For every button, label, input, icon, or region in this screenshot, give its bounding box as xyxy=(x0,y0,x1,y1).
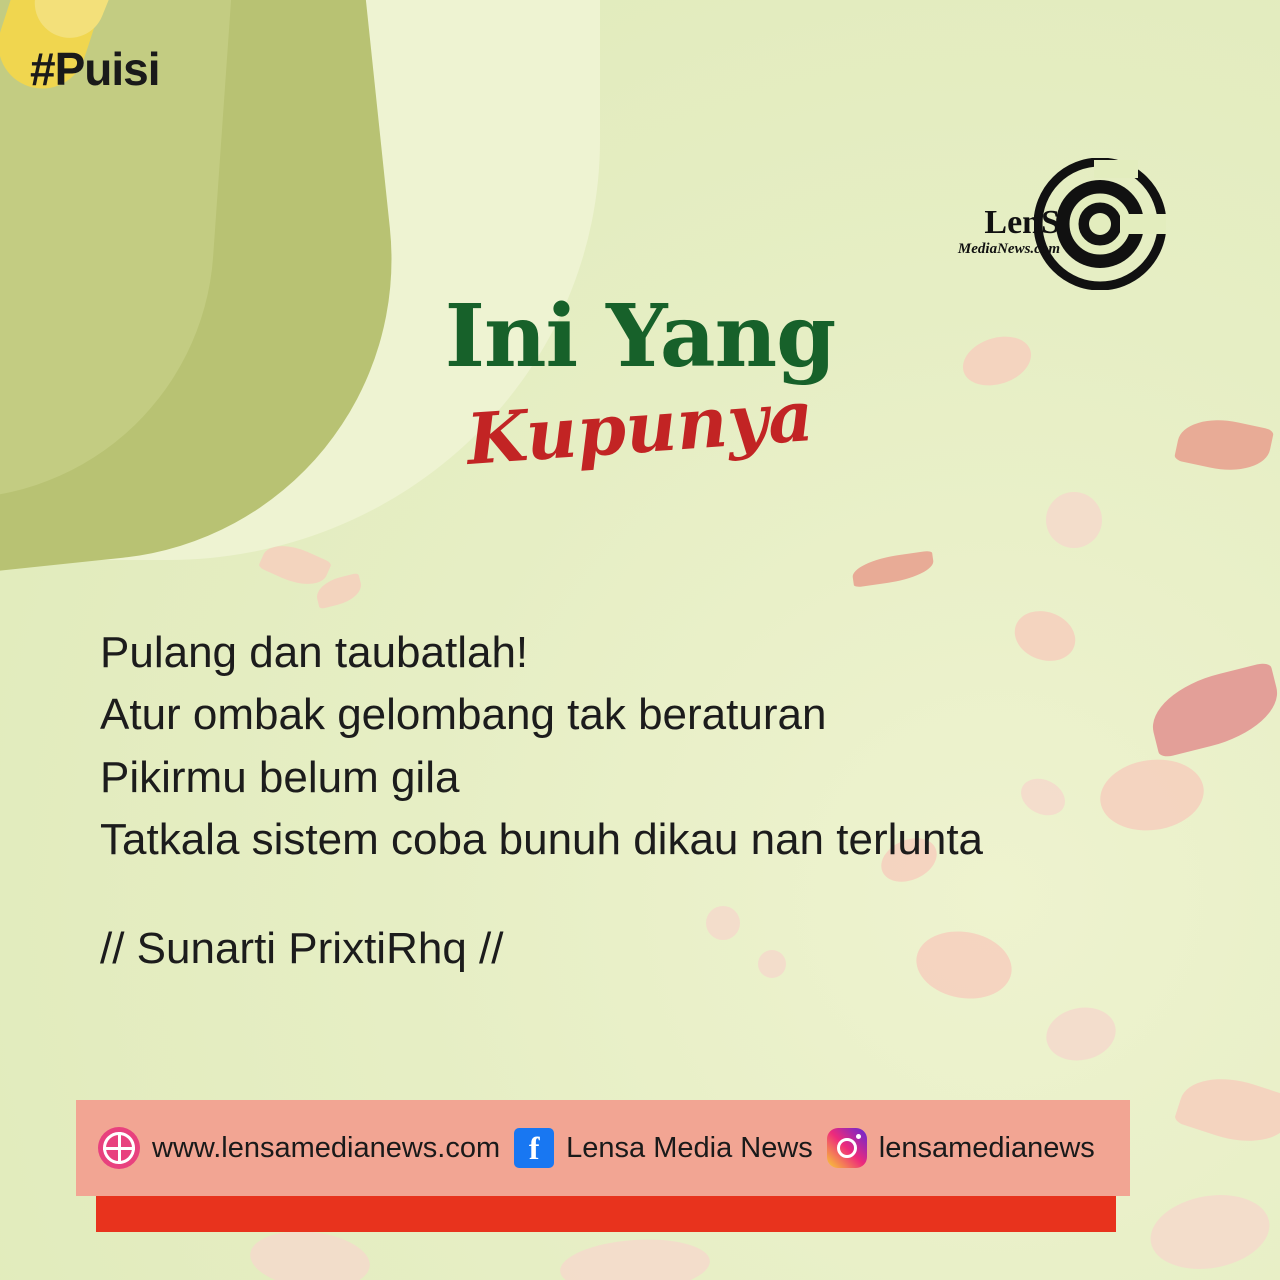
logo-wordmark xyxy=(958,206,1060,257)
footer-website-label: www.lensamedianews.com xyxy=(152,1131,501,1164)
poem-line: Pikirmu belum gila xyxy=(100,752,460,802)
poem-line: Atur ombak gelombang tak beraturan xyxy=(100,690,827,740)
poem-line: Tatkala sistem coba bunuh dikau nan terlunta xyxy=(100,815,984,865)
logo-subtitle: MediaNews.com xyxy=(957,241,1060,257)
footer-bar xyxy=(76,1100,1130,1196)
instagram-icon xyxy=(827,1128,867,1168)
globe-icon xyxy=(98,1127,140,1169)
footer-instagram-label: lensamedianews xyxy=(878,1131,1095,1164)
title-main: Ini Yang xyxy=(444,286,836,387)
petal-decoration xyxy=(1046,492,1102,548)
footer-website[interactable] xyxy=(98,1127,500,1169)
poem-line: Pulang dan taubatlah! xyxy=(100,628,529,677)
facebook-icon: f xyxy=(514,1128,554,1168)
poem-spacer xyxy=(100,872,1200,912)
hashtag-label: #Puisi xyxy=(30,43,160,95)
footer-instagram[interactable] xyxy=(827,1128,1095,1168)
poem-author: // Sunarti PrixtiRhq // xyxy=(100,923,504,973)
footer-facebook[interactable] xyxy=(514,1128,813,1168)
footer-facebook-label: Lensa Media News xyxy=(566,1131,813,1164)
title-script: Kupunya xyxy=(464,373,816,482)
poem-body xyxy=(100,622,1200,980)
brand-logo xyxy=(946,158,1166,298)
logo-name: LenS xyxy=(984,204,1060,241)
